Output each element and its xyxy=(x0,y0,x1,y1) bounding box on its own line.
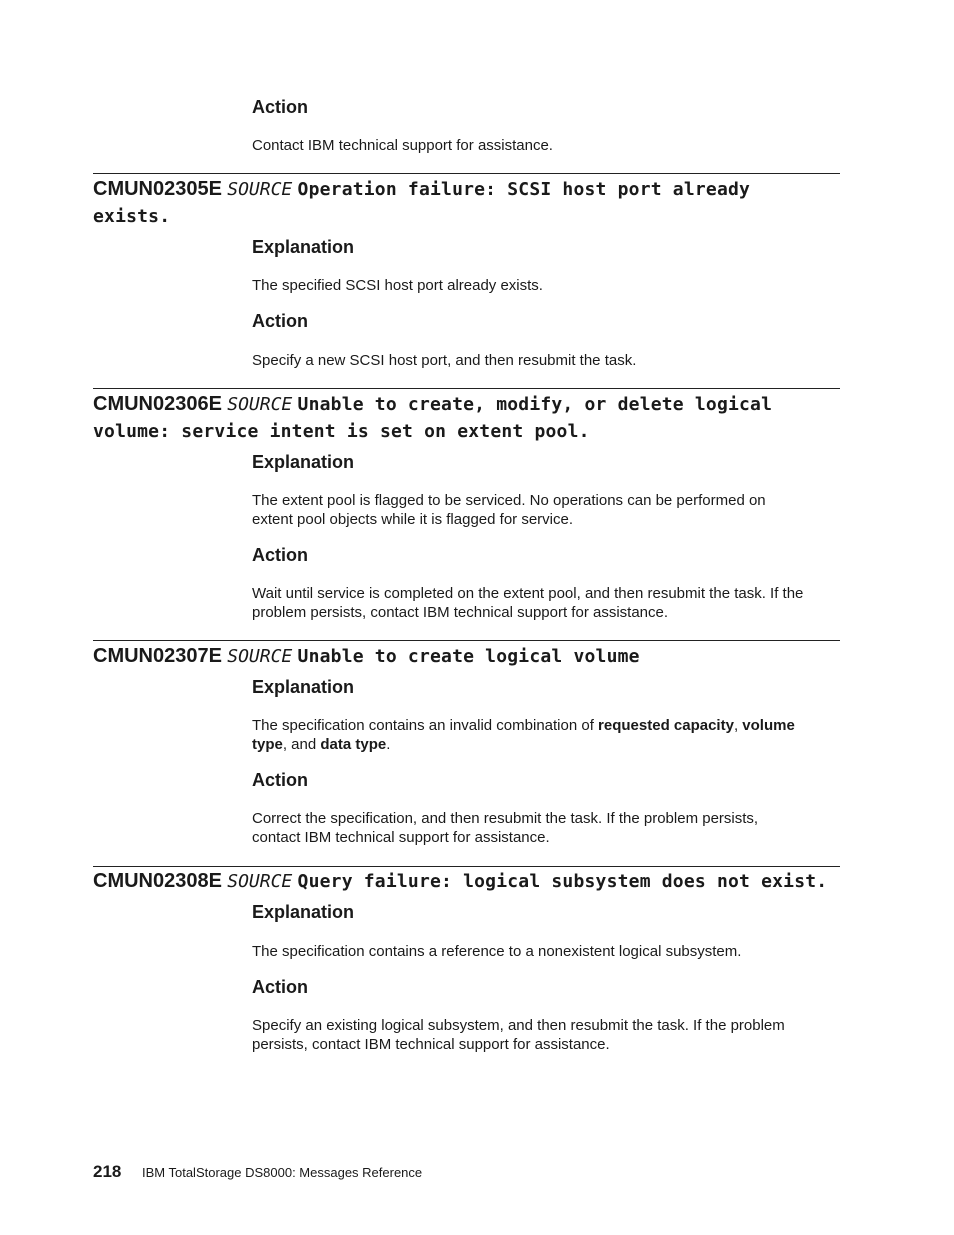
explanation-heading: Explanation xyxy=(252,902,355,922)
message-source: SOURCE xyxy=(227,646,293,667)
message-heading-cmun02305e xyxy=(93,176,853,230)
message-source: SOURCE xyxy=(227,871,293,892)
explanation-heading: Explanation xyxy=(252,677,355,697)
action-line: Specify an existing logical subsystem, and then resubmit the task. If the problem xyxy=(252,1017,785,1034)
explanation-line: extent pool objects while it is flagged for service. xyxy=(252,511,573,528)
explanation-text: The specified SCSI host port already exists. xyxy=(252,277,543,294)
message-code: CMUN02307E xyxy=(93,645,222,667)
explanation-fragment: The specification contains an invalid combination of xyxy=(252,717,599,734)
action-line: Wait until service is completed on the extent pool, and then resubmit the task. If the xyxy=(252,585,804,602)
message-source: SOURCE xyxy=(227,179,293,200)
message-code: CMUN02306E xyxy=(93,393,222,415)
action-text xyxy=(252,584,842,622)
message-code: CMUN02305E xyxy=(93,178,222,200)
page-number: 218 xyxy=(93,1162,122,1181)
explanation-fragment: , xyxy=(733,717,743,734)
explanation-text xyxy=(252,491,842,529)
action-line: Correct the specification, and then resubmit the task. If the problem persists, xyxy=(252,810,759,827)
term-volume-type-continued: type xyxy=(252,736,283,753)
action-line: problem persists, contact IBM technical support for assistance. xyxy=(252,604,669,621)
action-heading: Action xyxy=(252,977,308,997)
footer-title: IBM TotalStorage DS8000: Messages Reference xyxy=(142,1165,423,1180)
term-requested-capacity: requested capacity xyxy=(598,717,734,734)
explanation-line: The extent pool is flagged to be serviced. No operations can be performed on xyxy=(252,492,766,509)
action-text xyxy=(252,809,842,847)
action-text: Contact IBM technical support for assistance. xyxy=(252,137,553,154)
action-heading: Action xyxy=(252,545,308,565)
message-text: Operation failure: SCSI host port already xyxy=(297,179,751,200)
message-text-continued: volume: service intent is set on extent pool. xyxy=(93,421,590,442)
explanation-fragment: . xyxy=(386,736,391,753)
action-heading: Action xyxy=(252,770,308,790)
section-divider xyxy=(93,866,840,867)
explanation-heading: Explanation xyxy=(252,237,355,257)
message-text-continued: exists. xyxy=(93,206,171,227)
explanation-text: The specification contains a reference to a nonexistent logical subsystem. xyxy=(252,943,742,960)
term-data-type: data type xyxy=(320,736,387,753)
section-divider xyxy=(93,173,840,174)
message-text: Unable to create, modify, or delete logical xyxy=(297,394,773,415)
action-heading: Action xyxy=(252,311,308,331)
message-code: CMUN02308E xyxy=(93,870,222,892)
message-heading-cmun02308e xyxy=(93,868,853,895)
message-source: SOURCE xyxy=(227,394,293,415)
explanation-heading: Explanation xyxy=(252,452,355,472)
explanation-fragment: , and xyxy=(282,736,321,753)
action-line: persists, contact IBM technical support for assistance. xyxy=(252,1036,610,1053)
section-divider xyxy=(93,640,840,641)
action-heading: Action xyxy=(252,97,308,117)
message-text: Query failure: logical subsystem does not exist. xyxy=(297,871,828,892)
explanation-text xyxy=(252,716,842,754)
message-heading-cmun02306e xyxy=(93,391,853,445)
term-volume-type: volume xyxy=(742,717,795,734)
message-heading-cmun02307e xyxy=(93,643,853,670)
action-text xyxy=(252,1016,842,1054)
section-divider xyxy=(93,388,840,389)
action-line: contact IBM technical support for assistance. xyxy=(252,829,550,846)
message-text: Unable to create logical volume xyxy=(297,646,640,667)
action-text: Specify a new SCSI host port, and then resubmit the task. xyxy=(252,352,637,369)
